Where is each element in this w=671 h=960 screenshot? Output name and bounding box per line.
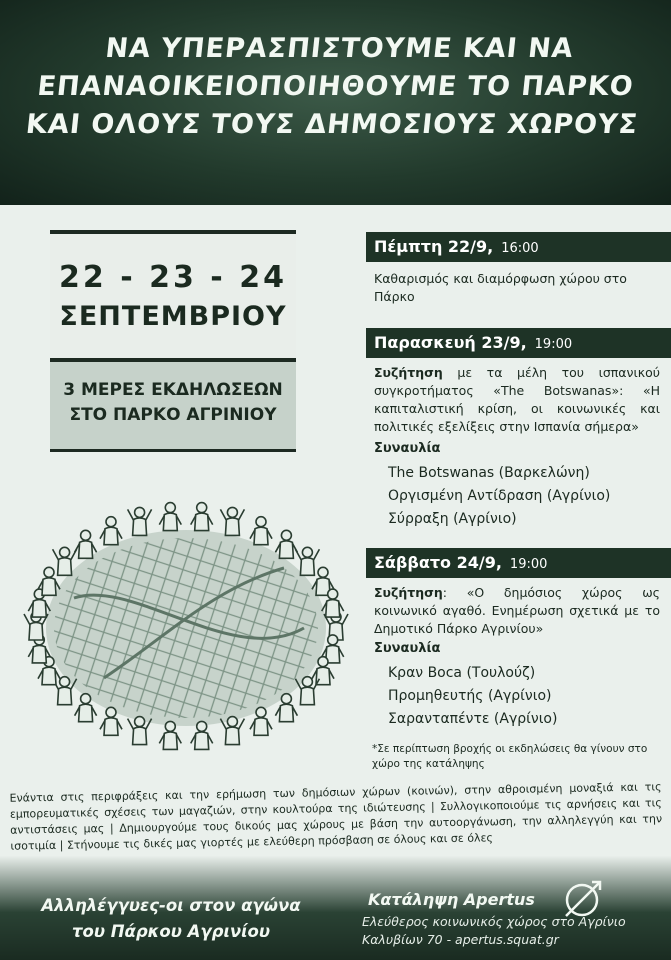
band-item: Προμηθευτής (Αγρίνιο) [388,688,552,704]
band-list [388,462,658,531]
day-header-thursday [366,232,671,262]
headline [24,30,647,144]
events-line-2: ΣΤΟ ΠΑΡΚΟ ΑΓΡΙΝΙΟΥ [69,405,277,425]
band-item: Σύρραξη (Αγρίνιο) [388,511,517,527]
events-box [50,362,296,452]
day-header-friday [366,328,671,358]
park-crowd-illustration [14,478,359,770]
events-line-1: 3 ΜΕΡΕΣ ΕΚΔΗΛΩΣΕΩΝ [63,380,283,400]
person-figure [159,503,181,531]
rain-note: *Σε περίπτωση βροχής οι εκδηλώσεις θα γίνουν στο χώρο της κατάληψης [372,743,648,770]
dates-numbers: 22 - 23 - 24 [59,260,287,295]
manifesto-text: Ενάντια στις περιφράξεις και την ερήμωση των δημόσιων χώρων (κοινών), στην αθροισμένη μοναξιά και τις εμπορευματικές σχέσεις των μαγαζιών, στην κουλτούρα της ιδιώτευσης | Συλλογικοποιούμε τις αρνήσεις και τις αντιστάσεις μας | Δημιουργούμε τους δικούς μας χώρους με βάση την αυτοοργάνωση, την αλληλεγγύη και την ισοτιμία | Στήνουμε τις δικές μας γιορτές με ελεύθερη πρόσβαση σε όλους και σε όλες [9,780,663,853]
band-item: Κραν Boca (Τουλούζ) [388,665,536,681]
person-figure [128,507,152,535]
talk-label: Συζήτηση [374,585,443,600]
person-figure [275,530,297,558]
person-figure [191,503,213,531]
squat-subtitle: Ελεύθερος κοινωνικός χώρος στο Αγρίνιο [362,914,626,929]
dates-month: ΣΕΠΤΕΜΒΡΙΟΥ [59,301,287,332]
day-label: Πέμπτη 22/9, [374,237,494,256]
apertus-logo-icon [560,878,604,922]
headline-line-2: ΕΠΑΝΑΟΙΚΕΙΟΠΟΙΗΘΟΥΜΕ ΤΟ ΠΑΡΚΟ [35,71,636,102]
day-time: 19:00 [509,557,548,572]
band-list [388,662,658,731]
concert-label: Συναυλία [374,641,441,656]
squat-name: Κατάληψη Apertus [368,890,535,909]
solidarity-line-2: του Πάρκου Αγρινίου [71,922,271,941]
day-time: 16:00 [501,241,539,256]
day-label: Παρασκευή 23/9, [374,333,527,352]
talk-text: με τα μέλη του ισπανικού συγκροτήματος «The Botswanas»: «Η καπιταλιστική κρίση, οι κοινωνικές και πολιτικές εξελίξεις στην Ισπανία σήμερα» [374,365,660,434]
band-item: The Botswanas (Βαρκελώνη) [388,465,590,481]
day-description: Καθαρισμός και διαμόρφωση χώρου στο Πάρκο [374,271,627,304]
day-time: 19:00 [534,337,573,352]
squat-address: Καλυβίων 70 - apertus.squat.gr [362,932,559,947]
concert-label: Συναυλία [374,441,441,456]
day-label: Σάββατο 24/9, [374,553,502,572]
headline-line-3: ΚΑΙ ΟΛΟΥΣ ΤΟΥΣ ΔΗΜΟΣΙΟΥΣ ΧΩΡΟΥΣ [24,109,640,140]
talk-text: : «Ο δημόσιος χώρος ως κοινωνικό αγαθό. Ενημέρωση σχετικά με το Δημοτικό Πάρκο Αγρινίου» [374,585,660,636]
band-item: Οργισμένη Αντίδραση (Αγρίνιο) [388,488,611,504]
dates-box [50,230,296,362]
solidarity-line-1: Αλληλέγγυες-οι στον αγώνα [41,896,301,915]
person-figure [220,507,244,535]
talk-label: Συζήτηση [374,365,443,380]
day-header-saturday [366,548,671,578]
person-figure [75,530,97,558]
talk-description [374,364,660,436]
headline-line-1: ΝΑ ΥΠΕΡΑΣΠΙΣΤΟΥΜΕ ΚΑΙ ΝΑ [103,33,576,64]
person-figure [250,517,272,545]
person-figure [100,517,122,545]
solidarity-slogan [36,893,306,945]
talk-description [374,584,660,638]
band-item: Σαρανταπέντε (Αγρίνιο) [388,711,558,727]
